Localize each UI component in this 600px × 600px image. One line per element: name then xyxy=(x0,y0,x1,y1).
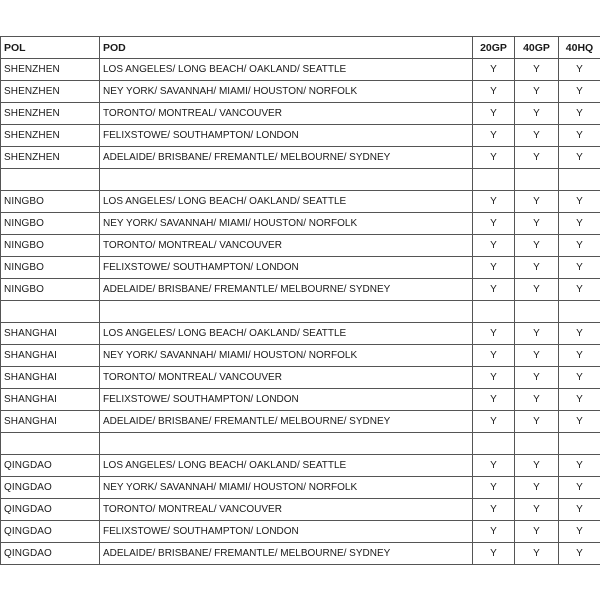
table-row xyxy=(1,257,600,279)
cell-40hq: Y xyxy=(559,455,600,477)
cell-40hq: Y xyxy=(559,367,600,389)
empty-cell xyxy=(559,433,600,455)
empty-cell xyxy=(515,169,559,191)
table-row xyxy=(1,279,600,301)
pod-cell: FELIXSTOWE/ SOUTHAMPTON/ LONDON xyxy=(100,521,473,543)
pol-cell: SHENZHEN xyxy=(1,81,100,103)
table-row xyxy=(1,477,600,499)
pod-cell: ADELAIDE/ BRISBANE/ FREMANTLE/ MELBOURNE/ SYDNEY xyxy=(100,147,473,169)
cell-40hq: Y xyxy=(559,235,600,257)
empty-cell xyxy=(473,301,515,323)
cell-40gp: Y xyxy=(515,279,559,301)
pod-cell: TORONTO/ MONTREAL/ VANCOUVER xyxy=(100,499,473,521)
table-row xyxy=(1,499,600,521)
empty-cell xyxy=(100,169,473,191)
pod-cell: FELIXSTOWE/ SOUTHAMPTON/ LONDON xyxy=(100,389,473,411)
header-row xyxy=(1,37,600,59)
cell-40hq: Y xyxy=(559,81,600,103)
cell-20gp: Y xyxy=(473,257,515,279)
cell-40gp: Y xyxy=(515,455,559,477)
table-row xyxy=(1,147,600,169)
table-row xyxy=(1,59,600,81)
cell-20gp: Y xyxy=(473,125,515,147)
empty-cell xyxy=(1,169,100,191)
spacer-row xyxy=(1,169,600,191)
pod-cell: NEY YORK/ SAVANNAH/ MIAMI/ HOUSTON/ NORFOLK xyxy=(100,81,473,103)
table-row xyxy=(1,191,600,213)
pol-cell: QINGDAO xyxy=(1,477,100,499)
table-row xyxy=(1,521,600,543)
cell-40hq: Y xyxy=(559,411,600,433)
pol-cell: NINGBO xyxy=(1,257,100,279)
cell-40gp: Y xyxy=(515,257,559,279)
pol-cell: NINGBO xyxy=(1,235,100,257)
spacer-row xyxy=(1,301,600,323)
cell-40gp: Y xyxy=(515,323,559,345)
table-row xyxy=(1,103,600,125)
pol-cell: NINGBO xyxy=(1,191,100,213)
cell-40hq: Y xyxy=(559,477,600,499)
cell-40gp: Y xyxy=(515,147,559,169)
table-row xyxy=(1,125,600,147)
cell-20gp: Y xyxy=(473,411,515,433)
cell-40gp: Y xyxy=(515,345,559,367)
header-40gp: 40GP xyxy=(515,37,559,59)
cell-40hq: Y xyxy=(559,389,600,411)
cell-40gp: Y xyxy=(515,389,559,411)
pol-cell: SHENZHEN xyxy=(1,125,100,147)
empty-cell xyxy=(473,433,515,455)
pod-cell: LOS ANGELES/ LONG BEACH/ OAKLAND/ SEATTLE xyxy=(100,59,473,81)
cell-20gp: Y xyxy=(473,389,515,411)
empty-cell xyxy=(515,433,559,455)
pod-cell: FELIXSTOWE/ SOUTHAMPTON/ LONDON xyxy=(100,257,473,279)
cell-20gp: Y xyxy=(473,477,515,499)
cell-20gp: Y xyxy=(473,543,515,565)
pol-cell: QINGDAO xyxy=(1,521,100,543)
cell-20gp: Y xyxy=(473,103,515,125)
table-row xyxy=(1,345,600,367)
cell-40gp: Y xyxy=(515,367,559,389)
table-row xyxy=(1,235,600,257)
pod-cell: LOS ANGELES/ LONG BEACH/ OAKLAND/ SEATTLE xyxy=(100,455,473,477)
table-row xyxy=(1,455,600,477)
pod-cell: LOS ANGELES/ LONG BEACH/ OAKLAND/ SEATTLE xyxy=(100,323,473,345)
cell-40hq: Y xyxy=(559,499,600,521)
table-row xyxy=(1,81,600,103)
cell-40gp: Y xyxy=(515,235,559,257)
table-row xyxy=(1,389,600,411)
cell-40gp: Y xyxy=(515,499,559,521)
cell-40gp: Y xyxy=(515,213,559,235)
table-row xyxy=(1,411,600,433)
cell-40hq: Y xyxy=(559,191,600,213)
pod-cell: TORONTO/ MONTREAL/ VANCOUVER xyxy=(100,367,473,389)
pol-cell: SHANGHAI xyxy=(1,323,100,345)
pol-cell: SHANGHAI xyxy=(1,345,100,367)
pol-cell: SHENZHEN xyxy=(1,59,100,81)
table-row xyxy=(1,543,600,565)
pol-cell: SHANGHAI xyxy=(1,389,100,411)
table-row xyxy=(1,367,600,389)
cell-20gp: Y xyxy=(473,323,515,345)
pod-cell: FELIXSTOWE/ SOUTHAMPTON/ LONDON xyxy=(100,125,473,147)
pod-cell: ADELAIDE/ BRISBANE/ FREMANTLE/ MELBOURNE/ SYDNEY xyxy=(100,411,473,433)
empty-cell xyxy=(100,433,473,455)
cell-40hq: Y xyxy=(559,59,600,81)
cell-20gp: Y xyxy=(473,455,515,477)
cell-40hq: Y xyxy=(559,521,600,543)
cell-40gp: Y xyxy=(515,543,559,565)
pol-cell: QINGDAO xyxy=(1,543,100,565)
cell-20gp: Y xyxy=(473,345,515,367)
empty-cell xyxy=(559,301,600,323)
pol-cell: SHANGHAI xyxy=(1,411,100,433)
cell-40gp: Y xyxy=(515,125,559,147)
pod-cell: ADELAIDE/ BRISBANE/ FREMANTLE/ MELBOURNE/ SYDNEY xyxy=(100,279,473,301)
cell-40hq: Y xyxy=(559,345,600,367)
cell-20gp: Y xyxy=(473,367,515,389)
pod-cell: NEY YORK/ SAVANNAH/ MIAMI/ HOUSTON/ NORFOLK xyxy=(100,345,473,367)
cell-40gp: Y xyxy=(515,59,559,81)
cell-40gp: Y xyxy=(515,103,559,125)
empty-cell xyxy=(515,301,559,323)
cell-40gp: Y xyxy=(515,81,559,103)
cell-40hq: Y xyxy=(559,125,600,147)
pod-cell: LOS ANGELES/ LONG BEACH/ OAKLAND/ SEATTLE xyxy=(100,191,473,213)
port-availability-table xyxy=(0,36,600,565)
empty-cell xyxy=(473,169,515,191)
cell-20gp: Y xyxy=(473,521,515,543)
empty-cell xyxy=(1,301,100,323)
header-20gp: 20GP xyxy=(473,37,515,59)
table-row xyxy=(1,213,600,235)
cell-40gp: Y xyxy=(515,191,559,213)
pol-cell: NINGBO xyxy=(1,279,100,301)
pol-cell: NINGBO xyxy=(1,213,100,235)
cell-20gp: Y xyxy=(473,499,515,521)
pod-cell: NEY YORK/ SAVANNAH/ MIAMI/ HOUSTON/ NORFOLK xyxy=(100,213,473,235)
header-pod: POD xyxy=(100,37,473,59)
table-row xyxy=(1,323,600,345)
pod-cell: NEY YORK/ SAVANNAH/ MIAMI/ HOUSTON/ NORFOLK xyxy=(100,477,473,499)
cell-20gp: Y xyxy=(473,191,515,213)
cell-40hq: Y xyxy=(559,213,600,235)
pol-cell: QINGDAO xyxy=(1,499,100,521)
cell-20gp: Y xyxy=(473,213,515,235)
pod-cell: TORONTO/ MONTREAL/ VANCOUVER xyxy=(100,103,473,125)
cell-20gp: Y xyxy=(473,279,515,301)
header-40hq: 40HQ xyxy=(559,37,600,59)
pol-cell: SHANGHAI xyxy=(1,367,100,389)
rates-sheet xyxy=(0,36,600,565)
pod-cell: ADELAIDE/ BRISBANE/ FREMANTLE/ MELBOURNE/ SYDNEY xyxy=(100,543,473,565)
empty-cell xyxy=(100,301,473,323)
cell-40hq: Y xyxy=(559,279,600,301)
cell-40gp: Y xyxy=(515,521,559,543)
cell-20gp: Y xyxy=(473,59,515,81)
empty-cell xyxy=(1,433,100,455)
spacer-row xyxy=(1,433,600,455)
cell-20gp: Y xyxy=(473,81,515,103)
cell-20gp: Y xyxy=(473,235,515,257)
cell-40hq: Y xyxy=(559,147,600,169)
cell-40hq: Y xyxy=(559,257,600,279)
pol-cell: SHENZHEN xyxy=(1,103,100,125)
pod-cell: TORONTO/ MONTREAL/ VANCOUVER xyxy=(100,235,473,257)
cell-40gp: Y xyxy=(515,477,559,499)
cell-40gp: Y xyxy=(515,411,559,433)
pol-cell: QINGDAO xyxy=(1,455,100,477)
header-pol: POL xyxy=(1,37,100,59)
cell-40hq: Y xyxy=(559,323,600,345)
cell-20gp: Y xyxy=(473,147,515,169)
empty-cell xyxy=(559,169,600,191)
table-body xyxy=(1,59,600,565)
cell-40hq: Y xyxy=(559,103,600,125)
pol-cell: SHENZHEN xyxy=(1,147,100,169)
cell-40hq: Y xyxy=(559,543,600,565)
